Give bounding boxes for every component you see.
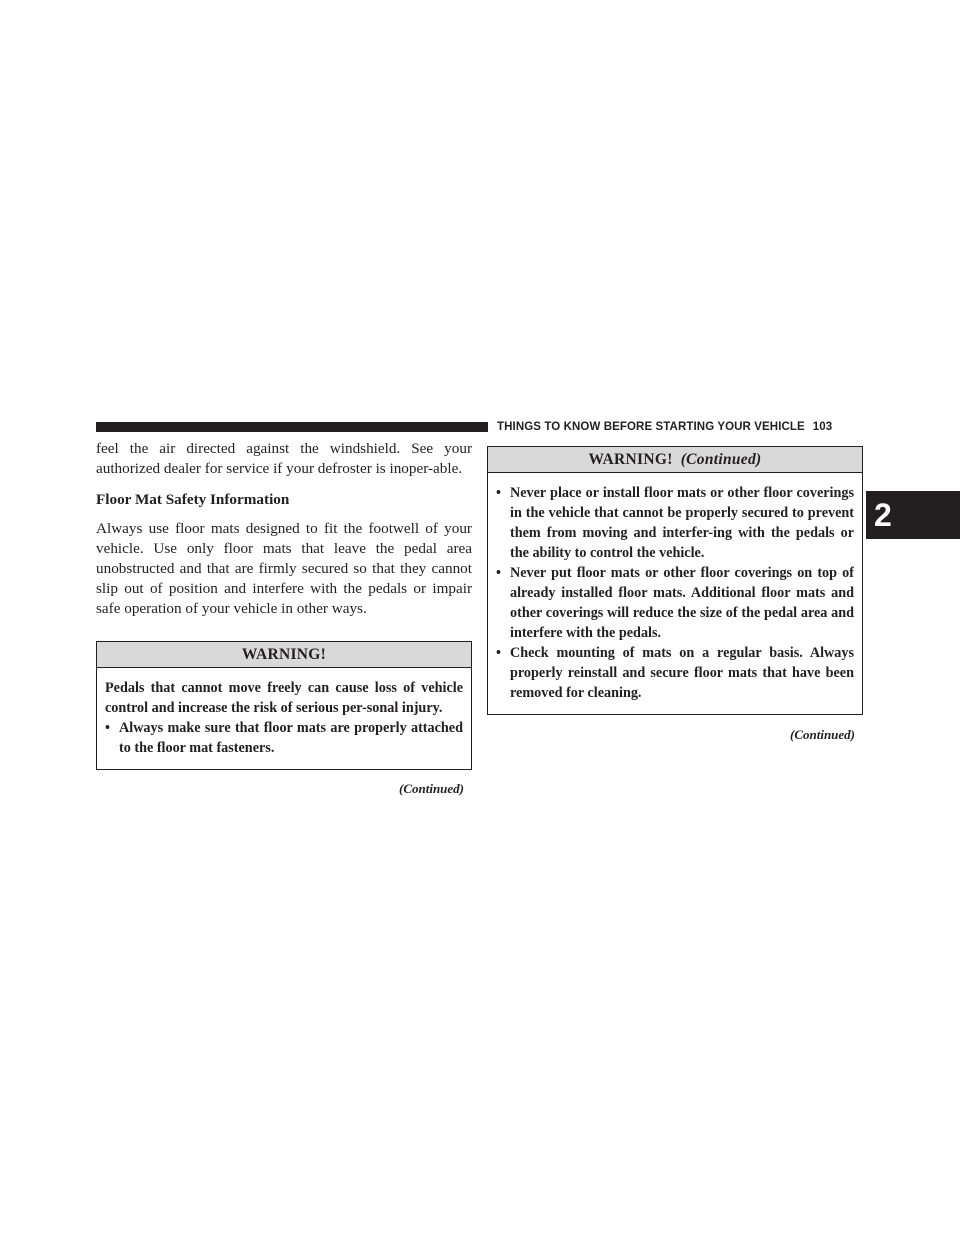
- warning-title-text: WARNING!: [241, 646, 327, 663]
- running-header: [497, 419, 832, 435]
- warning-title: [97, 642, 471, 668]
- warning-bullet-text: Check mounting of mats on a regular basis. Always properly reinstall and secure floor mats that have been removed for cleaning.: [510, 645, 854, 701]
- warning-body: [488, 473, 862, 714]
- chapter-tab: [866, 491, 960, 539]
- warning-bullet-item: [496, 643, 854, 703]
- continued-label: (Continued): [398, 781, 464, 796]
- warning-bullet-list: [105, 718, 463, 758]
- warning-bullet-text: Never put floor mats or other floor coverings on top of already installed floor mats. Additional floor mats and other coverings will reduce the size of the pedal area and interfere with the pedals.: [510, 565, 854, 641]
- bullet-icon: •: [496, 645, 501, 661]
- continued-label: (Continued): [789, 727, 855, 742]
- warning-body: [97, 668, 471, 769]
- warning-title-continued: (Continued): [680, 451, 762, 468]
- warning-bullet-item: [496, 483, 854, 563]
- warning-bullet-item: [105, 718, 463, 758]
- section-title: THINGS TO KNOW BEFORE STARTING YOUR VEHICLE: [497, 421, 805, 433]
- warning-bullet-item: [496, 563, 854, 643]
- warning-title-text: WARNING!: [588, 451, 673, 468]
- warning-box: [96, 641, 472, 770]
- warning-bullet-list: [496, 483, 854, 703]
- section-subheading: Floor Mat Safety Information: [96, 491, 290, 508]
- warning-text: Pedals that cannot move freely can cause loss of vehicle control and increase the risk of serious per-sonal injury.: [105, 680, 463, 716]
- warning-title: [488, 447, 862, 473]
- warning-box-continued: [487, 446, 863, 715]
- warning-bullet-text: Never place or install floor mats or other floor coverings in the vehicle that cannot be properly secured to prevent them from moving and interfer-ing with the pedals or the ability to control the vehicle.: [510, 485, 854, 561]
- chapter-number: 2: [874, 497, 892, 533]
- body-paragraph: Always use floor mats designed to fit the footwell of your vehicle. Use only floor mats that leave the pedal area unobstructed and that are firmly secured so that they cannot slip out of position and interfere with the pedals or impair safe operation of your vehicle in other ways.: [96, 520, 472, 617]
- left-column: [96, 438, 472, 798]
- header-rule: [96, 422, 488, 432]
- bullet-icon: •: [105, 720, 110, 736]
- right-column: [487, 446, 863, 744]
- warning-bullet-text: Always make sure that floor mats are properly attached to the floor mat fasteners.: [119, 720, 463, 756]
- bullet-icon: •: [496, 485, 501, 501]
- intro-paragraph: feel the air directed against the windshield. See your authorized dealer for service if your defroster is inoper-able.: [96, 440, 472, 477]
- page-number: 103: [812, 421, 833, 433]
- bullet-icon: •: [496, 565, 501, 581]
